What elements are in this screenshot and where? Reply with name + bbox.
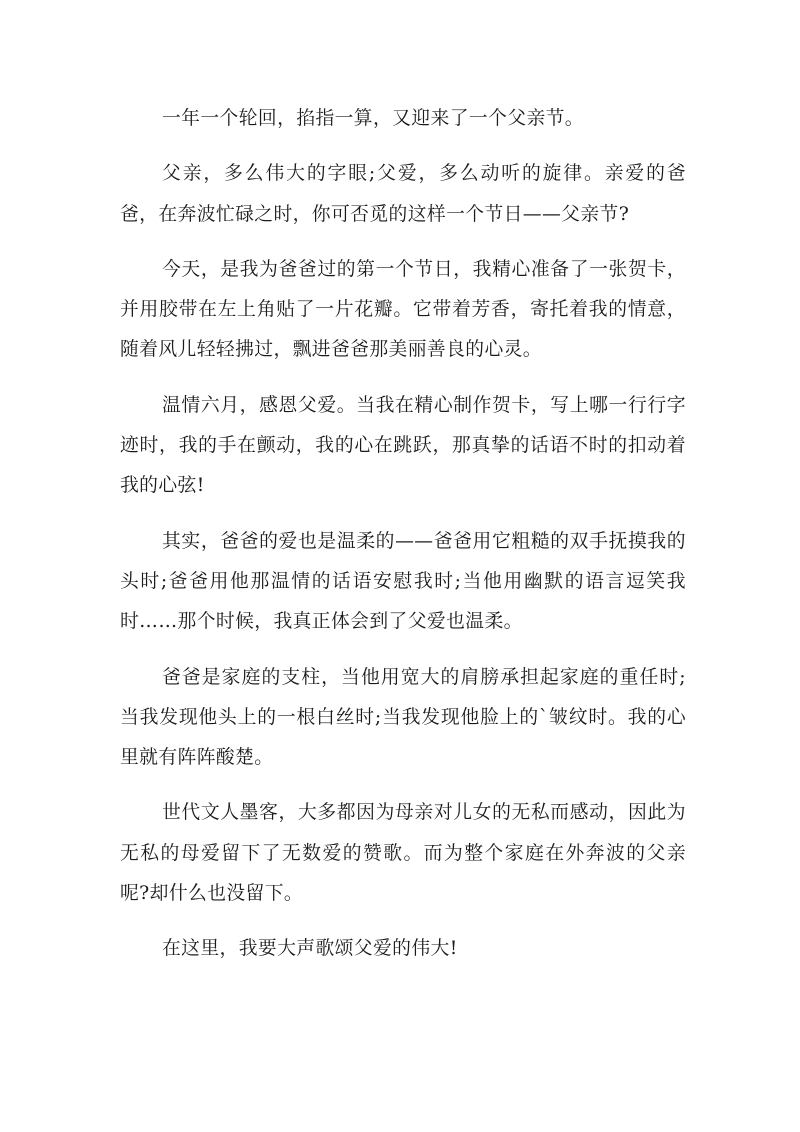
- paragraph-2: 父亲，多么伟大的字眼;父爱，多么动听的旋律。亲爱的爸爸，在奔波忙碌之时，你可否觅的这样一个节日——父亲节?: [120, 163, 686, 225]
- paragraph-5: 其实，爸爸的爱也是温柔的——爸爸用它粗糙的双手抚摸我的头时;爸爸用他那温情的话语安慰我时;当他用幽默的语言逗笑我时……那个时候，我真正体会到了父爱也温柔。: [120, 530, 686, 633]
- paragraph-1: 一年一个轮回，掐指一算，又迎来了一个父亲节。: [162, 108, 584, 129]
- paragraph-7: 世代文人墨客，大多都因为母亲对儿女的无私而感动，因此为无私的母爱留下了无数爱的赞歌。而为整个家庭在外奔波的父亲呢?却什么也没留下。: [120, 802, 686, 905]
- paragraph-3: 今天，是我为爸爸过的第一个节日，我精心准备了一张贺卡，并用胶带在左上角贴了一片花瓣。它带着芳香，寄托着我的情意，随着风儿轻轻拂过，飘进爸爸那美丽善良的心灵。: [120, 258, 686, 361]
- paragraph-4: 温情六月，感恩父爱。当我在精心制作贺卡，写上哪一行行字迹时，我的手在颤动，我的心在跳跃，那真挚的话语不时的扣动着我的心弦!: [120, 394, 686, 497]
- document-body: [120, 99, 686, 985]
- paragraph-8: 在这里，我要大声歌颂父爱的伟大!: [162, 938, 458, 960]
- paragraph-6: 爸爸是家庭的支柱，当他用宽大的肩膀承担起家庭的重任时;当我发现他头上的一根白丝时;当我发现他脸上的`皱纹时。我的心里就有阵阵酸楚。: [120, 666, 686, 769]
